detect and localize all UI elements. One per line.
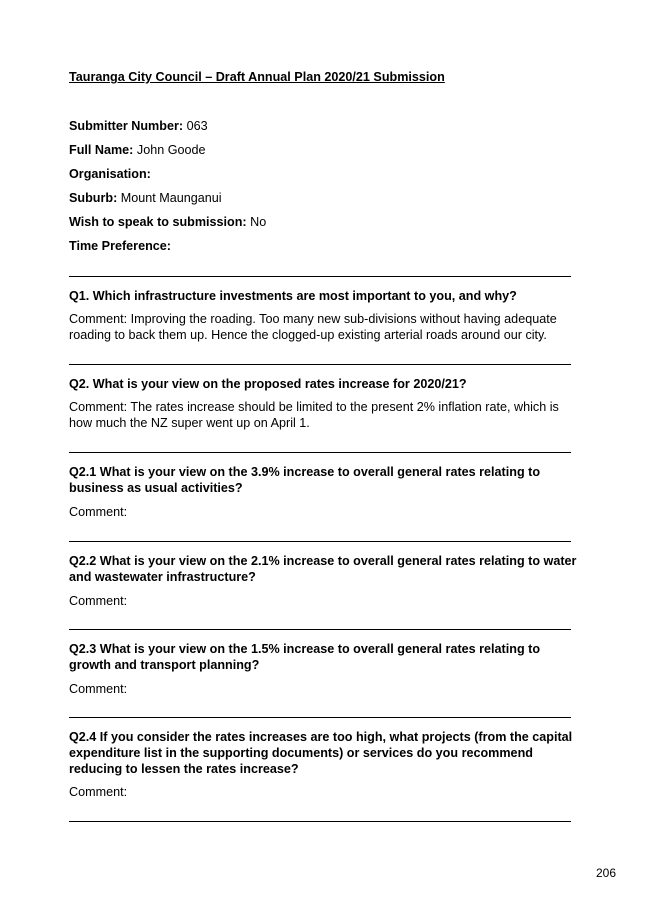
- page-number: 206: [595, 866, 616, 880]
- divider: [69, 364, 571, 365]
- question-q1: Q1. Which infrastructure investments are most important to you, and why?: [69, 289, 517, 303]
- comment-q2-3: [69, 681, 581, 697]
- divider: [69, 629, 571, 630]
- document-title: Tauranga City Council – Draft Annual Plan 2020/21 Submission: [69, 70, 445, 84]
- comment-text: Improving the roading. Too many new sub-divisions without having adequate roading to back them up. Hence the clogged-up existing arterial roads around our city.: [69, 312, 557, 342]
- time-preference-field: [69, 238, 171, 254]
- divider: [69, 821, 571, 822]
- speak-value: No: [250, 215, 267, 229]
- comment-q1: [69, 311, 581, 343]
- comment-label: Comment:: [69, 785, 128, 799]
- organisation-label: Organisation:: [69, 167, 151, 181]
- submitter-number-value: 063: [186, 119, 208, 133]
- divider: [69, 717, 571, 718]
- comment-q2: [69, 399, 581, 431]
- comment-q2-1: [69, 504, 581, 520]
- question-q2-4: Q2.4 If you consider the rates increases are too high, what projects (from the capital expenditure list in the supporting documents) or services do you recommend reducing to lessen the rates increase?: [69, 730, 573, 776]
- time-preference-label: Time Preference:: [69, 239, 171, 253]
- comment-label: Comment:: [69, 682, 128, 696]
- question-q2-3: Q2.3 What is your view on the 1.5% increase to overall general rates relating to growth and transport planning?: [69, 642, 541, 672]
- comment-text: The rates increase should be limited to the present 2% inflation rate, which is how much the NZ super went up on April 1.: [69, 400, 559, 430]
- question-q2-1: Q2.1 What is your view on the 3.9% increase to overall general rates relating to business as usual activities?: [69, 465, 541, 495]
- full-name-value: John Goode: [136, 143, 206, 157]
- question-q2-2: Q2.2 What is your view on the 2.1% increase to overall general rates relating to water and wastewater infrastructure?: [69, 554, 577, 584]
- comment-q2-4: [69, 784, 581, 800]
- speak-field: [69, 214, 266, 230]
- submitter-number-label: Submitter Number:: [69, 119, 184, 133]
- question-q2: Q2. What is your view on the proposed rates increase for 2020/21?: [69, 377, 467, 391]
- comment-label: Comment:: [69, 312, 128, 326]
- divider: [69, 452, 571, 453]
- comment-label: Comment:: [69, 505, 128, 519]
- comment-label: Comment:: [69, 594, 128, 608]
- submitter-number-field: [69, 118, 208, 134]
- divider: [69, 276, 571, 277]
- full-name-label: Full Name:: [69, 143, 134, 157]
- comment-q2-2: [69, 593, 581, 609]
- suburb-label: Suburb:: [69, 191, 118, 205]
- suburb-field: [69, 190, 222, 206]
- speak-label: Wish to speak to submission:: [69, 215, 247, 229]
- organisation-field: [69, 166, 151, 182]
- comment-label: Comment:: [69, 400, 128, 414]
- suburb-value: Mount Maunganui: [120, 191, 222, 205]
- divider: [69, 541, 571, 542]
- full-name-field: [69, 142, 206, 158]
